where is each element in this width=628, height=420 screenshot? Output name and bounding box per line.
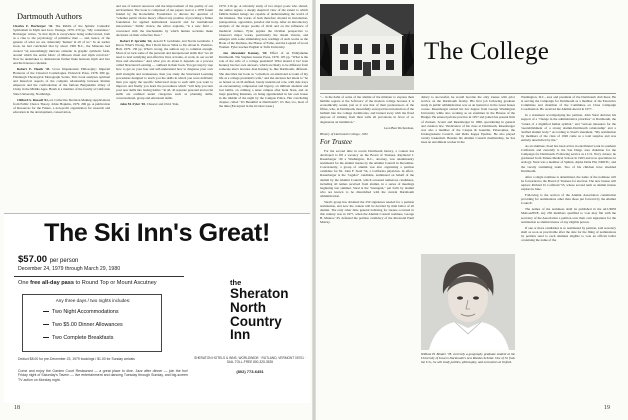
page-number-right: 19 (604, 405, 610, 411)
book-entry: 1979. 216 pp. A scholarly study of two major poets who shared, the author argues, a deeply skeptical view of the extent to which fallible human beings are capable of understanding the world of the timeless. The works of both therefore abound in irresolution, juxtaposition, opposition, paradox and irony. After an introductory analysis of the major poems of Ovid and on the influence of medieval culture, Fyler applies the Ovidian perspective to Chaucer's major works, particularly the dream visions, and emerges with some stimulating new readings of such works as the Book of the Duchess, the House of Fame, and the Legend of Good Women. Fyler teaches English at Tufts University. (219, 4, 308, 49)
article-paragraph: Washington, D.C., area and president of the Dartmouth club there. He is serving the Campaign for Dartmouth as a member of the Executive Committee and chairman of the Committee on Class Campaign Coordination. He received the Alumni Award in 1977. (521, 95, 616, 112)
article-paragraph: Following is the section of the Alumni Association constitution providing for nominations other than those put forward by the Alumni Council: (521, 193, 616, 206)
epigraph-author: Leon Burr Richardson, (383, 125, 414, 130)
book-entry: Clifford S. Russell '61, ed. Collective Decision Making: Applications from Public Choice Theory. Johns Hopkins, 1979. 296 pp. A publication of Resources for the Future, a non-profit organization for research and education in the development, conservation, (13, 97, 110, 114)
left-column-1 (13, 12, 110, 210)
ad-phone: (802) 773-6451 (236, 369, 264, 374)
book-entry: Robert E. Heath '45. Cross Impantonian Philosophy: Imperial Horizons of the Classical Cosmologies. Pickwick Press, 1978. 280 pp. Pittsburgh Theological Monograph Series. This book analyzes spiritual and historical aspects of the complex relationship between Roman emperors and the confrontation of the famous Burgundian abbey of Cluny in the Middle Ages. Heath is a member of the faculty at California State University, Northridge. (13, 66, 110, 96)
ad-address: SHERATON HOTELS & INNS, WORLDWIDE · RUTLAND, VERMONT 05701 · DIAL TOLL-FREE 800-325-3535 (194, 356, 306, 364)
ad-dates: December 24, 1979 through March 29, 1980 (18, 266, 121, 272)
section-title-dartmouth-authors: Dartmouth Authors (17, 12, 82, 21)
right-column-3 (521, 95, 616, 395)
article-paragraph: didacy is successful, he would become the only trustee with prior service on the Dartmouth faculty. His first job following graduate study in public administration was as an instructor in the Great Issues course. Rasenberger earned his law degree from George Washington University while also working as an examiner in the Bureau of the Budget. He entered private practice in 1957 and joined his present firm of Zuckert, Scoutt and Rasenberger in 1960, specializing in general and aviation law. Vindication of his class at Dartmouth, Rasenberger was also a member of the Casque & Gauntlet, Palaeopitus, the Undergraduate Council, and Delta Kappa Epsilon. He also played varsity basketball. Besides his Alumni Council membership, he has been an enrollment worker in the (421, 95, 515, 145)
article-paragraph: The names of the nominees shall be published in the ALUMNI MAGAZINE, any 250 members qualified to vote may file with the secretary of the Association a petition over their own signatures for the nomination as alumni trustee of any eligible person. (521, 207, 616, 224)
left-column-2 (116, 4, 213, 212)
package-item: Two $5.00 Dinner Allowances (43, 322, 123, 328)
article-paragraph: For the second time in recent Dartmouth history, a contest has developed to fill a vacancy on the Board of Trustees. Raymond J. Rasenberger '49 a Washington, D.C., attorney, was unanimously nominated for the alumni trustee by the Alumni Council in December. Concurrently, a group of alumni was also organizing a petition candidate for Dr. John F. Staal '54, a California physician. In effect, Rasenberger is the "regular" candidate, nominated on behalf of the alumni by the Alumni Council, which screened numerous candidates, including all names received from alumni, in a series of meetings beginning last summer. Staal is the "insurgent," put forth by alumni who are known to be dissatisfied with the current Dartmouth administration. (320, 148, 414, 198)
divider (14, 276, 184, 277)
ad-price: $57.00 per person (18, 254, 79, 265)
ad-deduct-note: Deduct $8.00 for pre-December 23, 1979 bookings / $1.00 for Sunday arrivals (18, 357, 135, 361)
section-title-the-college: The College (424, 38, 550, 65)
page-number-left: 18 (14, 405, 20, 411)
ad-headline: The Ski Inn's Great! (44, 219, 270, 247)
ad-free-day: One free all-day pass to Round Top or Mount Ascutney (18, 280, 157, 286)
book-entry: Jon Alexander Kenney, '69. Effect of an Enthymeme Dartmouth. The Stephen Greene Press, 1979. 105 pp. "What is the role of the wife of a college president? What should it be? Jean Kenney has her own answers, which are likely to be different from someone else's because Jean Kenney is, like Dartmouth, different. She describes her book as "a memoir, an emotional account of my life as a college president's wife," and she declares her intent to "be as honest as an ill-defined, barely understood role, with side trays on encountering compassion and bigotry, on militant students and lost lambs, on calming a tense campus after Kent State, and on inept guarding Russians, on being apprehended in her own house in the middle of the night by the Campus Police. Her concluding chapter, called "It's Beautiful at Dartmouth"; it's that, too, most of the time (Excerpted in the October issue.) (219, 51, 308, 109)
epigraph-source: History of Dartmouth College, 1932 (320, 131, 368, 136)
ski-inn-advertisement (4, 213, 310, 403)
building-photo-illustration (320, 4, 414, 90)
portrait-illustration (421, 254, 515, 350)
sheraton-logo: Sheraton North Country Inn (230, 286, 289, 343)
subhead-for-trustee: For Trustee (320, 138, 352, 146)
portrait-caption: William H. Bender '78, currently a geography graduate student at the University of Iowa is Dartmouth's new Rhodes Scholar. One of 32 from the U.S., he will study politics, philosophy, and economics at Oxford. (421, 352, 515, 365)
book-entry: and use of natural resources and the improvement of the quality of our environment. The book is comprised of ten papers read at a 1978 forum funded by the Rockefeller Foundation to discuss the question of "whether public choice theory offered any promise of providing a firmer foundation for applied institutional research and for institutional innovations." Public choice, the editor explains, "is a new field ... concerned with the mechanisms by which human societies make decisions on their collective lives." (116, 4, 213, 37)
rhodes-scholar-portrait (421, 254, 515, 350)
header-rule (320, 93, 616, 94)
article-paragraph: If one or more candidates is so nominated by petition, said secretary shall as soon as practicable after the date for the filing of nominations by petition send to each alumnus eligible to vote an official ballot containing the name of the (521, 225, 616, 242)
article-paragraph: After a single nominee is determined, the name of the nominee will be forwarded to the Board of Trustees for election. The new trustee will replace Richard D. Lombard '53, whose second term as alumni trustee expires in June. (521, 174, 616, 191)
epigraph: "... in the habit of some of the alumni of the minister to express their humble regrets at the 'leftovers' of the modern college because it is economically sound, just as it was that of their predecessors of the fifties, who, in Dartmouth, mournfully surveyed the introduction of the bathtub into the college dormitories, and burned away with the fixed purpose of striking from their wills all provisions in favor of so degenerate an institution." (320, 95, 414, 124)
brand-the: the (230, 278, 242, 287)
package-item: Two Complete Breakfasts (43, 335, 113, 341)
campus-building-photo (320, 4, 414, 90)
book-entry: Charles F. Horberger '42. The Riddle of the Sphinx: Calendric Symbolism in Myth and Icon. Vantage, 1979. 279 pp. "My contention," Horberger writes, "is that myth is everywhere being rediscovered, both as a clue to the psychology of primitive man — and, hence, of the genesis of what we are, inherently 'human' in all of us." In an earlier book, he had concluded that by about 1300 B.C., the Minoans had created "an astonishingly intricate calendar in graphic symbolic form, around which the entire fabric of Minoan ritual and myth revolved." Now he undertakes to demonstrate further links between myth and lore and the Knossos calendar. (13, 24, 110, 65)
article-paragraph: As an alumnus, Staal has been active in enrollment work in southern California and currently is the San Diego area chairman for the Campaign for Dartmouth. Following service as a U.S. Navy aviator, he graduated from Tulane Medical School in 1963 and now specializes in urology. Staal was a member of Sphinx, Alpha Delta Phi, NROTC, and the varsity swimming team. Two of his children have attended Dartmouth. (521, 144, 616, 173)
package-item: Two Night Accommodations (43, 309, 119, 315)
page-gutter (312, 0, 316, 420)
book-entry: Robert P. Spratlin '62, Arnold F. Goldstein, and Norris Gershwin. I Know What's Wrong, But I Don't Know What to Do About It. Prentice-Hall, 1979. 136 pp. What's wrong, the authors say, is common enough. Most of us lack some of the personal and interpersonal skills that "we all need to lead satisfying and effective lives at home, at work, in our social lives and elsewhere." And what you do about it depends on a process called Structured Learning — outlined in their book. You get step by step how to get on your fear and self-understand how to diagnose your own skill strengths and weaknesses, then you study the Structured Learning procedures designed to teach you the skills in which you were deficient; then you apply the specific behavioral steps to each skill you want to improve and finally you learn the procedures which "will help you turn your new skills into lasting habits." In all, 45 separate personal and social skills are outlined under categories such as planning skills, conversational, group and emotional skills. (116, 38, 213, 101)
left-column-3 (219, 4, 308, 212)
article-paragraph: In a statement accompanying the petition, John Staal declares his support of a "change in the administrative priorities" at Dartmouth, the "return of a dignified Indian symbol," and "serious measures for the 'reestablishment of a strong alumni-Dartmouth relationship' and a 'unified alumni body.'" According to Staal's statement, "My nomination by members of the class of 1926 came as a total surprise and was entirely unsolicited by me." (521, 113, 616, 142)
book-entry: John M. Fyler '65. Chaucer and Ovid. Yale, (120, 102, 179, 107)
article-paragraph: Staal's group has obtained the 250 signatures needed for a petition nomination, and now the contest will be decided by mail ballot of all alumni. The only other time general balloting for trustee occurred in this century was in 1977, when the Alumni Council nominee, George B. Munroe '43, defeated the petition candidacy of the Reverend Paull Murray. (320, 199, 414, 225)
ad-package-box (22, 294, 162, 352)
right-column-2 (421, 95, 515, 253)
right-column-1 (320, 95, 414, 307)
ad-body-text: Come and enjoy the Garden Court Restaurant — a great place to dine. Jazz after dinner — join the fun! Friday night of Saturday's Tavern — live entertainment and dancing Tuesday through Sunday, and big-screen TV action on Monday night. (18, 369, 188, 382)
ad-package-label: Any three days / two nights includes: (55, 298, 131, 303)
